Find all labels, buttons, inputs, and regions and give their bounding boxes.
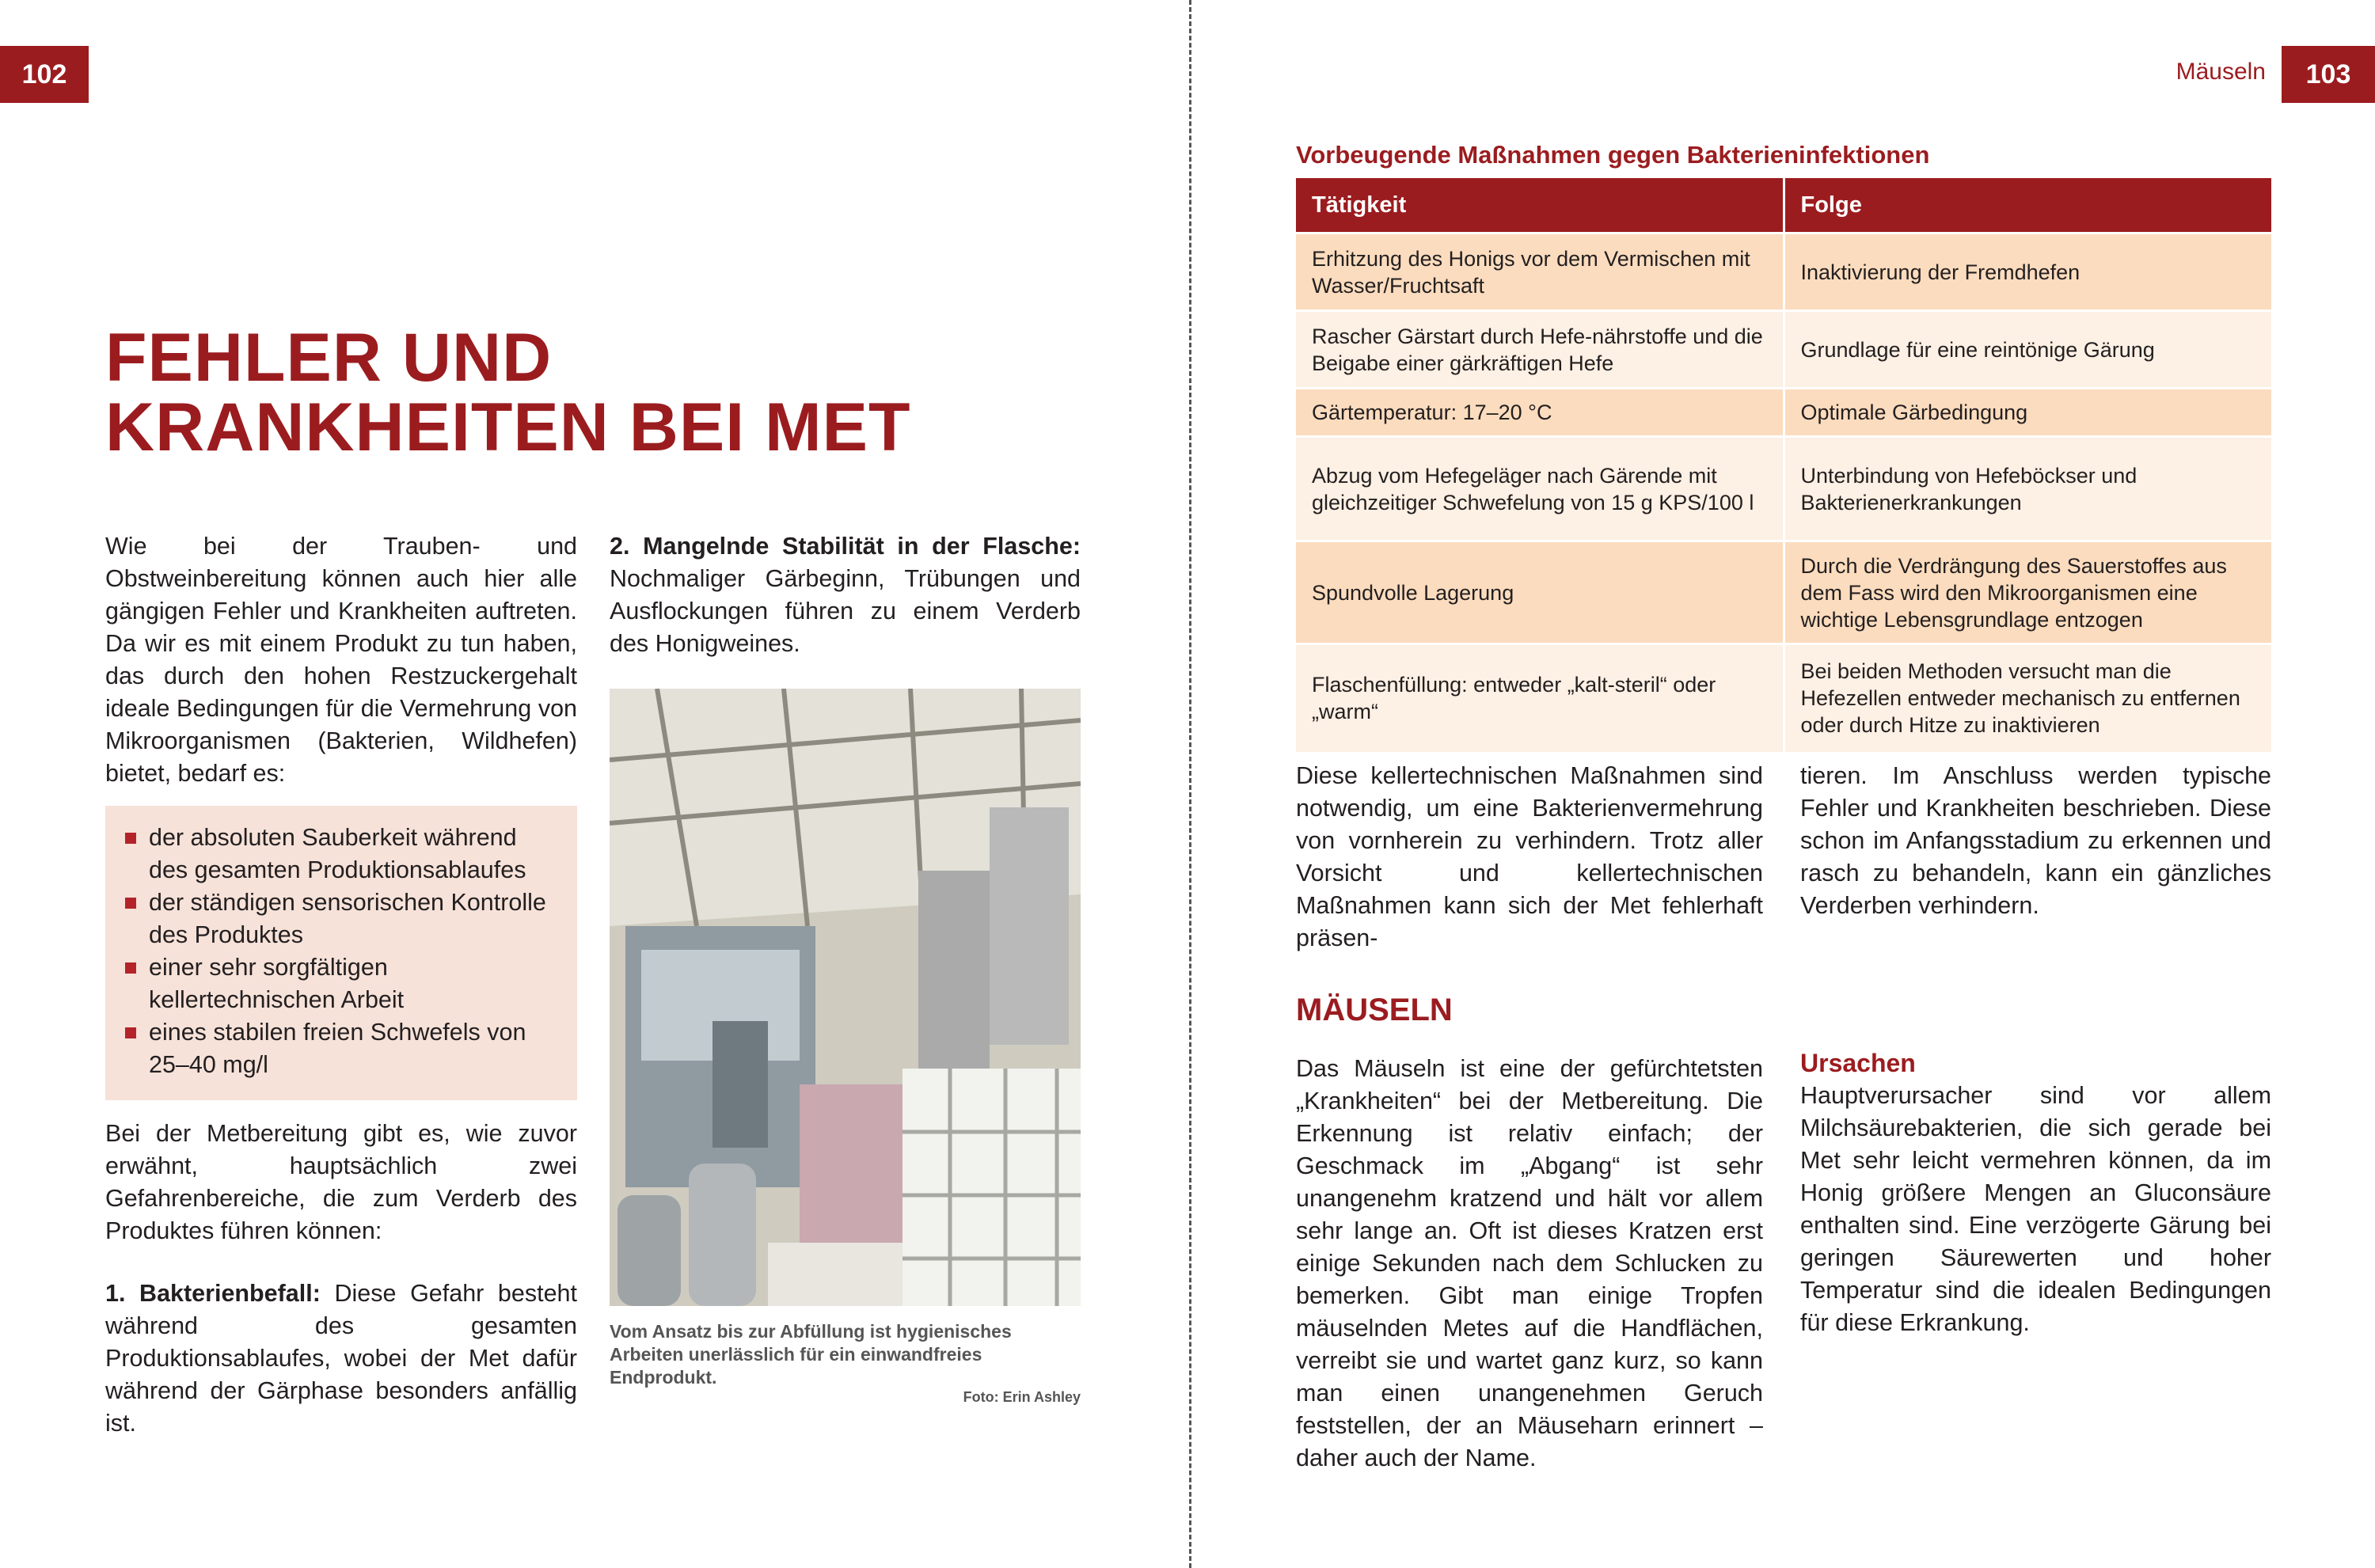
after-table-paragraph-1: Diese kellertechnischen Maßnahmen sind notwendig, um eine Bakterienvermehrung von vornherein zu verhindern. Trotz aller Vorsicht und kellertechnischen Maßnahmen kann sich der Met fehlerhaft präsen-: [1296, 762, 1763, 951]
column-header: Folge: [1784, 178, 2271, 233]
table-title: Vorbeugende Maßnahmen gegen Bakterieninfektionen: [1296, 141, 1930, 169]
table-header-row: [1296, 178, 2271, 233]
danger-areas-paragraph: Bei der Metbereitung gibt es, wie zuvor erwähnt, hauptsächlich zwei Gefahrenbereiche, die zum Verderb des Produktes führen können:: [105, 1120, 577, 1244]
right-column-4: [1800, 1046, 2271, 1339]
caption-text: Vom Ansatz bis zur Abfüllung ist hygienisches Arbeiten unerlässlich für ein einwandfreies Endprodukt.: [610, 1321, 1012, 1388]
facility-illustration: [610, 689, 1081, 1306]
stability-paragraph: [610, 530, 1081, 660]
bacteria-paragraph: [105, 1278, 577, 1440]
chapter-title-line-1: FEHLER UND: [105, 320, 553, 396]
running-head: Mäuseln: [2176, 59, 2266, 85]
bacteria-label: 1. Bakterienbefall:: [105, 1280, 321, 1307]
right-column-3: [1296, 1053, 1763, 1475]
table-row: [1296, 311, 2271, 389]
table-row: [1296, 644, 2271, 752]
page-number-left: 102: [0, 46, 89, 103]
after-table-paragraph-2: tieren. Im Anschluss werden typische Fehler und Krankheiten beschrieben. Diese schon im Anfangsstadium zu erkennen und rasch zu behandeln, kann ein gänzliches Verderben verhindern.: [1800, 762, 2271, 919]
page-number-right: 103: [2282, 46, 2375, 103]
table-cell: Grundlage für eine reintönige Gärung: [1784, 311, 2271, 389]
causes-paragraph: Hauptverursacher sind vor allem Milchsäurebakterien, die sich gerade bei Met sehr leicht vermehren können, da im Honig größere Mengen an Gluconsäure enthalten sind. Eine verzögerte Gärung bei geringen Säurewerten und hoher Temperatur sind die idealen Bedingungen für diese Erkrankung.: [1800, 1082, 2271, 1336]
table-cell: Durch die Verdrängung des Sauerstoffes aus dem Fass wird den Mikroorganismen eine wichtige Lebensgrundlage entzogen: [1784, 541, 2271, 644]
stability-label: 2. Mangelnde Stabilität in der Flasche:: [610, 533, 1081, 560]
table-cell: Optimale Gärbedingung: [1784, 389, 2271, 437]
chapter-title-line-2: KRANKHEITEN BEI MET: [105, 389, 911, 465]
table-cell: Unterbindung von Hefeböckser und Bakterienerkrankungen: [1784, 437, 2271, 541]
photo-credit: Foto: Erin Ashley: [963, 1389, 1081, 1405]
right-page: [1191, 0, 2375, 1568]
table-cell: Spundvolle Lagerung: [1296, 541, 1784, 644]
table-cell: Gärtemperatur: 17–20 °C: [1296, 389, 1784, 437]
right-column-1: [1296, 760, 1763, 955]
photo-caption: [610, 1320, 1081, 1405]
table-cell: Inaktivierung der Fremdhefen: [1784, 233, 2271, 311]
maeuseln-paragraph: Das Mäuseln ist eine der gefürchtetsten „Krankheiten“ bei der Metbereitung. Die Erkennung ist relativ einfach; der Geschmack im „Abgang“ ist sehr unangenehm kratzend und hält vor allem sehr lange an. Oft ist dieses Kratzen erst einige Sekunden nach dem Schlucken zu bemerken. Gibt man einige Tropfen mäuselnden Metes auf die Handflächen, verreibt sie und wartet ganz kurz, so kann man einen unangenehmen Geruch feststellen, der an Mäuseharn erinnert – daher auch der Name.: [1296, 1055, 1763, 1471]
left-column-2: [610, 530, 1081, 660]
right-column-2: [1800, 760, 2271, 922]
column-header: Tätigkeit: [1296, 178, 1784, 233]
table-cell: Erhitzung des Honigs vor dem Vermischen mit Wasser/Fruchtsaft: [1296, 233, 1784, 311]
table-row: [1296, 233, 2271, 311]
table-cell: Rascher Gärstart durch Hefe-nährstoffe und die Beigabe einer gärkräftigen Hefe: [1296, 311, 1784, 389]
chapter-title: [105, 320, 1055, 465]
intro-paragraph: Wie bei der Trauben- und Obstweinbereitung können auch hier alle gängigen Fehler und Krankheiten auftreten. Da wir es mit einem Produkt zu tun haben, das durch den hohen Restzuckergehalt ideale Bedingungen für die Vermehrung von Mikroorganismen (Bakterien, Wildhefen) bietet, bedarf es:: [105, 533, 577, 787]
table-cell: Bei beiden Methoden versucht man die Hefezellen entweder mechanisch zu entfernen oder durch Hitze zu inaktivieren: [1784, 644, 2271, 752]
requirement-item: der ständigen sensorischen Kontrolle des Produktes: [125, 887, 557, 951]
table-cell: Flaschenfüllung: entweder „kalt-steril“ oder „warm“: [1296, 644, 1784, 752]
requirement-item: einer sehr sorgfältigen kellertechnischen Arbeit: [125, 951, 557, 1016]
bottling-facility-photo: [610, 689, 1081, 1306]
bacteria-text: Diese Gefahr besteht während des gesamten Produktionsablaufes, wobei der Met dafür während der Gärphase besonders anfällig ist.: [105, 1280, 577, 1437]
requirements-box: [105, 806, 577, 1100]
table-row: [1296, 541, 2271, 644]
section-heading: MÄUSELN: [1296, 993, 1453, 1027]
table-row: [1296, 437, 2271, 541]
prevention-table: [1296, 178, 2271, 752]
table-row: [1296, 389, 2271, 437]
subheading-causes: Ursachen: [1800, 1049, 1916, 1077]
table-cell: Abzug vom Hefegeläger nach Gärende mit gleichzeitiger Schwefelung von 15 g KPS/100 l: [1296, 437, 1784, 541]
left-column-1: [105, 530, 577, 1440]
requirement-item: der absoluten Sauberkeit während des gesamten Produktionsablaufes: [125, 822, 557, 887]
requirement-item: eines stabilen freien Schwefels von 25–40 mg/l: [125, 1016, 557, 1081]
stability-text: Nochmaliger Gärbeginn, Trübungen und Ausflockungen führen zu einem Verderb des Honigweines.: [610, 565, 1081, 657]
